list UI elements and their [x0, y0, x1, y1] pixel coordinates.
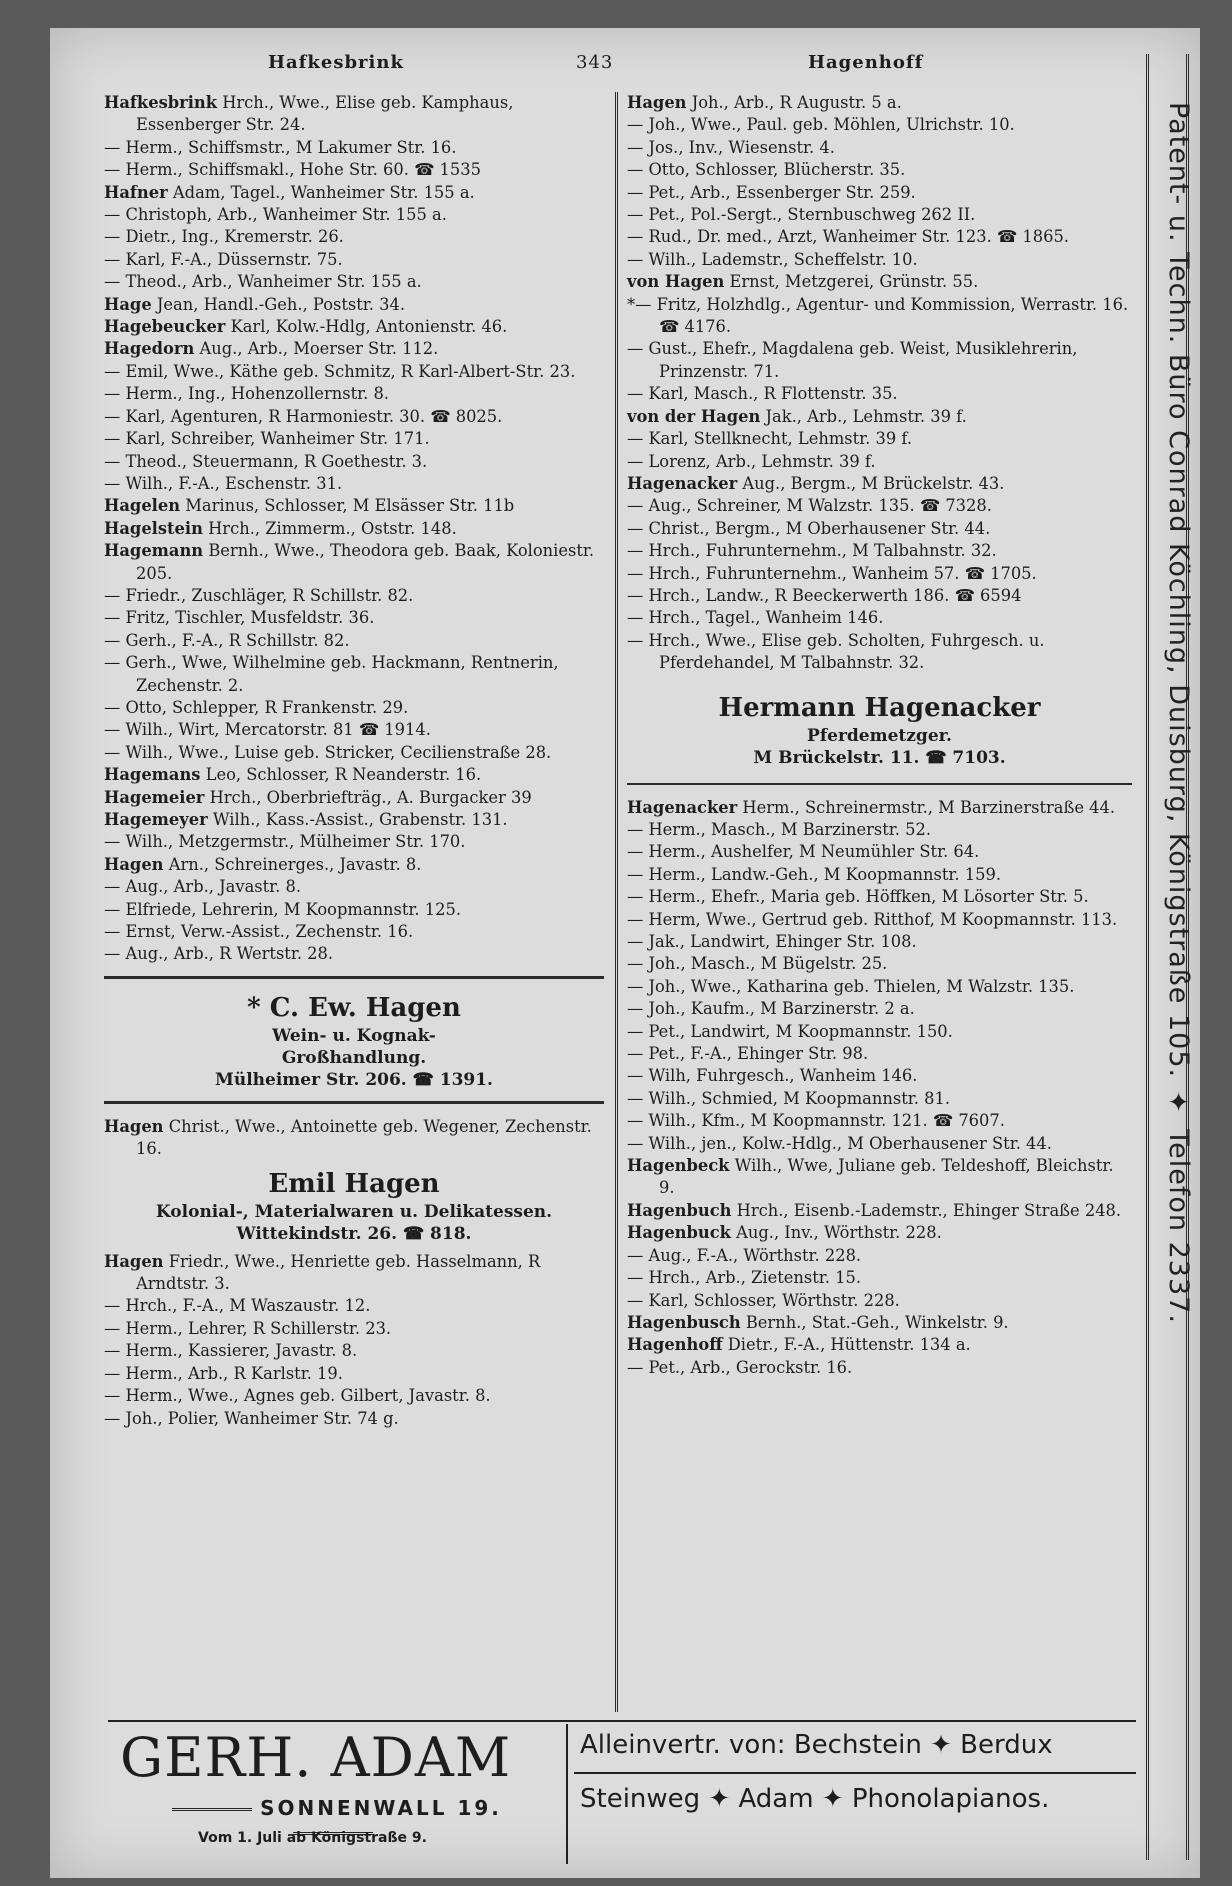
- directory-entry: [104, 921, 604, 943]
- directory-entry: [104, 451, 604, 473]
- entry-text: Jean, Handl.-Geh., Poststr. 34.: [151, 294, 406, 314]
- directory-entry: [104, 137, 604, 159]
- entry-text: — Gust., Ehefr., Magdalena geb. Weist, Musiklehrerin, Prinzenstr. 71.: [627, 339, 1078, 381]
- entry-text: — Karl, F.-A., Düssernstr. 75.: [104, 249, 343, 269]
- entry-text: — Hrch., Fuhrunternehm., Wanheim 57. ☎ 1705.: [627, 563, 1037, 583]
- entry-text: — Hrch., Fuhrunternehm., M Talbahnstr. 32.: [627, 541, 997, 561]
- right-entries-b: [627, 797, 1132, 1380]
- entry-text: Hrch., Eisenb.-Lademstr., Ehinger Straße 248.: [731, 1200, 1122, 1220]
- entry-text: Joh., Arb., R Augustr. 5 a.: [686, 93, 902, 112]
- entry-text: Friedr., Wwe., Henriette geb. Hasselmann, R Arndtstr. 3.: [136, 1251, 541, 1294]
- footer-divider: [566, 1724, 568, 1864]
- advert-line: Wein- u. Kognak-: [272, 1025, 436, 1046]
- footer-line-1: Alleinvertr. von: Bechstein ✦ Berdux: [580, 1730, 1053, 1760]
- entry-surname: von Hagen: [627, 272, 725, 292]
- directory-entry: [627, 1245, 1132, 1267]
- directory-entry: [104, 809, 604, 831]
- advert-title: * C. Ew. Hagen: [247, 992, 461, 1023]
- entry-text: — Hrch., F.-A., M Waszaustr. 12.: [104, 1296, 371, 1316]
- entry-text: — Otto, Schlosser, Blücherstr. 35.: [627, 160, 906, 180]
- entry-text: Hrch., Wwe., Elise geb. Kamphaus, Essenberger Str. 24.: [136, 93, 514, 135]
- entry-text: — Wilh., Lademstr., Scheffelstr. 10.: [627, 249, 918, 269]
- directory-entry: [104, 1340, 604, 1362]
- entry-surname: Hagen: [104, 854, 164, 874]
- entry-text: — Gerh., Wwe, Wilhelmine geb. Hackmann, Rentnerin, Zechenstr. 2.: [104, 653, 559, 695]
- directory-entry: [104, 742, 604, 764]
- entry-text: — Hrch., Arb., Zietenstr. 15.: [627, 1268, 862, 1288]
- entry-text: — Wilh., Wwe., Luise geb. Stricker, Cecilienstraße 28.: [104, 742, 552, 762]
- entry-surname: Hagemeyer: [104, 810, 208, 829]
- directory-entry: [627, 137, 1132, 159]
- entry-text: Marinus, Schlosser, M Elsässer Str. 11b: [180, 496, 515, 516]
- footer-address: SONNENWALL 19.: [118, 1796, 548, 1844]
- directory-entry: [104, 697, 604, 719]
- entry-surname: Hagelstein: [104, 518, 203, 538]
- directory-entry: [627, 451, 1132, 473]
- entry-text: Dietr., F.-A., Hüttenstr. 134 a.: [722, 1335, 971, 1355]
- directory-entry: [627, 159, 1132, 181]
- entry-text: — Rud., Dr. med., Arzt, Wanheimer Str. 123. ☎ 1865.: [627, 227, 1069, 247]
- directory-entry: [627, 114, 1132, 136]
- entry-text: — Ernst, Verw.-Assist., Zechenstr. 16.: [104, 922, 414, 942]
- entry-text: — Pet., Arb., Essenberger Str. 259.: [627, 182, 916, 202]
- directory-entry: [627, 1110, 1132, 1132]
- advert-hermann-hagenacker: [627, 691, 1132, 769]
- directory-entry: [104, 719, 604, 741]
- directory-entry: [627, 1267, 1132, 1289]
- entry-text: — Lorenz, Arb., Lehmstr. 39 f.: [627, 451, 876, 471]
- advert-title: Hermann Hagenacker: [718, 692, 1041, 723]
- directory-entry: [627, 92, 1132, 114]
- advert-c-ew-hagen: [104, 991, 604, 1091]
- entry-text: — Jak., Landwirt, Ehinger Str. 108.: [627, 932, 917, 951]
- entry-text: — Aug., F.-A., Wörthstr. 228.: [627, 1245, 862, 1265]
- entry-text: — Pet., F.-A., Ehinger Str. 98.: [627, 1044, 869, 1064]
- directory-entry: [104, 473, 604, 495]
- entry-text: — Fritz, Tischler, Musfeldstr. 36.: [104, 608, 375, 628]
- directory-entry: [627, 841, 1132, 863]
- directory-entry: [627, 271, 1132, 293]
- entry-text: — Theod., Steuermann, R Goethestr. 3.: [104, 451, 428, 471]
- directory-entry: [627, 182, 1132, 204]
- directory-entry: [627, 976, 1132, 998]
- directory-entry: [627, 204, 1132, 226]
- entry-surname: Hagemann: [104, 541, 204, 561]
- column-divider: [615, 92, 618, 1712]
- entry-surname: Hagebeucker: [104, 317, 226, 337]
- entry-text: Hrch., Oberbriefträg., A. Burgacker 39: [204, 787, 532, 807]
- entry-text: Bernh., Wwe., Theodora geb. Baak, Koloniestr. 205.: [136, 541, 595, 583]
- entry-text: — Herm., Arb., R Karlstr. 19.: [104, 1363, 343, 1383]
- entry-text: — Joh., Masch., M Bügelstr. 25.: [627, 954, 888, 974]
- entry-text: — Otto, Schlepper, R Frankenstr. 29.: [104, 697, 409, 717]
- entry-surname: Hage: [104, 294, 152, 314]
- entry-text: — Herm., Masch., M Barzinerstr. 52.: [627, 819, 932, 839]
- directory-entry: [104, 1363, 604, 1385]
- entry-text: — Pet., Landwirt, M Koopmannstr. 150.: [627, 1021, 953, 1041]
- directory-entry: [627, 931, 1132, 953]
- footer-top-rule: [108, 1720, 1136, 1722]
- directory-entry: [627, 953, 1132, 975]
- entry-text: — Herm., Wwe., Agnes geb. Gilbert, Javastr. 8.: [104, 1386, 491, 1406]
- entry-text: Leo, Schlosser, R Neanderstr. 16.: [200, 765, 482, 785]
- directory-entry: [104, 182, 604, 204]
- entry-surname: Hagen: [627, 93, 687, 112]
- entry-surname: Hagenbusch: [627, 1312, 741, 1332]
- directory-entry: [104, 495, 604, 517]
- entry-text: Bernh., Stat.-Geh., Winkelstr. 9.: [740, 1312, 1009, 1332]
- entry-text: — Theod., Arb., Wanheimer Str. 155 a.: [104, 272, 422, 292]
- advert-line: M Brückelstr. 11. ☎ 7103.: [753, 747, 1006, 768]
- left-column: [104, 92, 604, 1430]
- entry-text: — Hrch., Wwe., Elise geb. Scholten, Fuhrgesch. u. Pferdehandel, M Talbahnstr. 32.: [627, 630, 1045, 673]
- entry-surname: Hagenbuch: [627, 1200, 732, 1220]
- side-advert-banner: Patent- u. Techn. Büro Conrad Köchling, Duisburg, Königstraße 105. ✦ Telefon 2337.: [1163, 102, 1194, 1324]
- entry-surname: Hagenhoff: [627, 1335, 723, 1355]
- advert-title: Emil Hagen: [268, 1168, 440, 1199]
- directory-entry: [104, 92, 604, 137]
- directory-entry: [627, 563, 1132, 585]
- side-rule-left: [1146, 54, 1149, 1860]
- entry-surname: Hagelen: [104, 496, 181, 516]
- directory-entry: [627, 495, 1132, 517]
- directory-entry: [627, 383, 1132, 405]
- entry-text: — Wilh, Fuhrgesch., Wanheim 146.: [627, 1066, 918, 1086]
- entry-text: — Gerh., F.-A., R Schillstr. 82.: [104, 630, 350, 650]
- entry-text: — Pet., Pol.-Sergt., Sternbuschweg 262 II.: [627, 205, 976, 225]
- entry-text: — Karl, Agenturen, R Harmoniestr. 30. ☎ 8025.: [104, 406, 503, 426]
- directory-entry: [104, 1385, 604, 1407]
- directory-entry: [104, 899, 604, 921]
- directory-entry: [627, 1065, 1132, 1087]
- entry-text: — Joh., Kaufm., M Barzinerstr. 2 a.: [627, 999, 915, 1019]
- directory-entry: [104, 383, 604, 405]
- directory-entry: [104, 428, 604, 450]
- directory-entry: [104, 764, 604, 786]
- entry-text: Aug., Arb., Moerser Str. 112.: [194, 339, 439, 359]
- entry-text: — Friedr., Zuschläger, R Schillstr. 82.: [104, 585, 414, 605]
- entry-surname: Hafkesbrink: [104, 93, 218, 112]
- advert-line: Mülheimer Str. 206. ☎ 1391.: [215, 1069, 493, 1090]
- entry-text: — Wilh., F.-A., Eschenstr. 31.: [104, 473, 343, 493]
- directory-entry: [104, 1251, 604, 1296]
- right-column: [627, 92, 1132, 1379]
- entry-text: — Wilh., Metzgermstr., Mülheimer Str. 170.: [104, 832, 466, 852]
- entry-text: Aug., Inv., Wörthstr. 228.: [730, 1223, 942, 1243]
- directory-entry: [104, 854, 604, 876]
- left-entries-a: [104, 92, 604, 966]
- directory-entry: [627, 518, 1132, 540]
- entry-text: — Herm., Lehrer, R Schillerstr. 23.: [104, 1318, 392, 1338]
- entry-text: Ernst, Metzgerei, Grünstr. 55.: [724, 272, 979, 292]
- header-left-keyword: Hafkesbrink: [268, 52, 404, 73]
- entry-text: — Herm., Aushelfer, M Neumühler Str. 64.: [627, 842, 980, 862]
- directory-entry: [104, 294, 604, 316]
- directory-entry: [627, 909, 1132, 931]
- directory-entry: [627, 797, 1132, 819]
- directory-entry: [104, 271, 604, 293]
- entry-text: — Elfriede, Lehrerin, M Koopmannstr. 125.: [104, 899, 461, 919]
- left-entries-c: [104, 1251, 604, 1430]
- entry-text: Hrch., Zimmerm., Oststr. 148.: [202, 518, 457, 538]
- entry-surname: Hagemeier: [104, 787, 205, 807]
- entry-text: — Joh., Polier, Wanheimer Str. 74 g.: [104, 1408, 399, 1428]
- entry-text: — Pet., Arb., Gerockstr. 16.: [627, 1357, 853, 1377]
- directory-entry: [627, 1290, 1132, 1312]
- directory-entry: [627, 1222, 1132, 1244]
- ad-separator-top: [104, 976, 604, 979]
- directory-entry: [104, 249, 604, 271]
- directory-entry: [104, 316, 604, 338]
- entry-text: — Wilh., Kfm., M Koopmannstr. 121. ☎ 7607.: [627, 1111, 1005, 1131]
- entry-text: — Aug., Arb., Javastr. 8.: [104, 877, 302, 897]
- directory-entry: [627, 819, 1132, 841]
- entry-surname: Hagenacker: [627, 797, 738, 817]
- directory-entry: [627, 428, 1132, 450]
- directory-entry: [104, 159, 604, 181]
- entry-text: — Herm, Wwe., Gertrud geb. Ritthof, M Koopmannstr. 113.: [627, 909, 1118, 929]
- entry-text: — Christoph, Arb., Wanheimer Str. 155 a.: [104, 205, 447, 225]
- directory-entry: [627, 1133, 1132, 1155]
- ad-separator: [627, 783, 1132, 785]
- entry-text: — Joh., Wwe., Katharina geb. Thielen, M Walzstr. 135.: [627, 976, 1075, 996]
- directory-entry: [104, 406, 604, 428]
- directory-entry: [627, 1155, 1132, 1200]
- entry-text: Herm., Schreinermstr., M Barzinerstraße 44.: [737, 797, 1116, 817]
- directory-entry: [104, 876, 604, 898]
- directory-entry: [104, 585, 604, 607]
- entry-text: — Aug., Arb., R Wertstr. 28.: [104, 944, 334, 964]
- ad-separator-bottom: [104, 1101, 604, 1104]
- header-right-keyword: Hagenhoff: [808, 52, 924, 73]
- directory-entry: [104, 831, 604, 853]
- directory-entry: [627, 864, 1132, 886]
- directory-entry: [627, 630, 1132, 675]
- entry-text: — Karl, Schreiber, Wanheimer Str. 171.: [104, 429, 430, 449]
- advert-emil-hagen: [104, 1167, 604, 1245]
- entry-text: — Wilh., Schmied, M Koopmannstr. 81.: [627, 1088, 950, 1108]
- footer-company-name: GERH. ADAM: [120, 1726, 512, 1789]
- directory-entry: [104, 1116, 604, 1161]
- entry-text: Wilh., Kass.-Assist., Grabenstr. 131.: [207, 810, 508, 829]
- entry-text: — Christ., Bergm., M Oberhausener Str. 44.: [627, 518, 991, 538]
- directory-entry: [104, 540, 604, 585]
- entry-text: — Jos., Inv., Wiesenstr. 4.: [627, 137, 835, 157]
- directory-entry: [627, 1088, 1132, 1110]
- page-number: 343: [576, 52, 614, 73]
- directory-entry: [104, 1318, 604, 1340]
- entry-surname: Hagemans: [104, 765, 201, 785]
- entry-text: — Wilh., jen., Kolw.-Hdlg., M Oberhausener Str. 44.: [627, 1133, 1052, 1153]
- entry-surname: Hagen: [104, 1116, 164, 1136]
- advert-line: Großhandlung.: [281, 1047, 427, 1068]
- entry-text: — Emil, Wwe., Käthe geb. Schmitz, R Karl-Albert-Str. 23.: [104, 361, 576, 381]
- entry-text: — Herm., Ehefr., Maria geb. Höffken, M Lösorter Str. 5.: [627, 887, 1089, 907]
- advert-line: Pferdemetzger.: [807, 725, 952, 746]
- directory-entry: [104, 943, 604, 965]
- entry-text: Karl, Kolw.-Hdlg, Antonienstr. 46.: [225, 317, 508, 337]
- entry-surname: Hagedorn: [104, 339, 195, 359]
- entry-text: — Hrch., Landw., R Beeckerwerth 186. ☎ 6594: [627, 585, 1022, 605]
- entry-text: — Hrch., Tagel., Wanheim 146.: [627, 608, 884, 628]
- footer-line-2: Steinweg ✦ Adam ✦ Phonolapianos.: [580, 1784, 1050, 1814]
- entry-text: — Dietr., Ing., Kremerstr. 26.: [104, 227, 344, 247]
- directory-entry: [104, 1408, 604, 1430]
- directory-entry: [627, 473, 1132, 495]
- entry-text: — Karl, Stellknecht, Lehmstr. 39 f.: [627, 429, 913, 449]
- entry-text: Christ., Wwe., Antoinette geb. Wegener, Zechenstr. 16.: [136, 1116, 592, 1159]
- directory-entry: [104, 607, 604, 629]
- entry-surname: Hafner: [104, 182, 168, 202]
- directory-entry: [104, 518, 604, 540]
- directory-entry: [627, 998, 1132, 1020]
- directory-entry: [104, 361, 604, 383]
- directory-entry: [627, 585, 1132, 607]
- advert-line: Wittekindstr. 26. ☎ 818.: [236, 1223, 472, 1244]
- directory-entry: [627, 338, 1132, 383]
- entry-surname: Hagenacker: [627, 473, 738, 493]
- entry-text: — Herm., Schiffsmstr., M Lakumer Str. 16.: [104, 137, 457, 157]
- entry-text: — Joh., Wwe., Paul. geb. Möhlen, Ulrichstr. 10.: [627, 115, 1015, 135]
- directory-entry: [104, 630, 604, 652]
- directory-entry: [627, 249, 1132, 271]
- advert-line: Kolonial-, Materialwaren u. Delikatessen.: [155, 1201, 553, 1222]
- directory-entry: [104, 787, 604, 809]
- entry-text: — Herm., Landw.-Geh., M Koopmannstr. 159.: [627, 864, 1002, 884]
- directory-entry: [627, 1043, 1132, 1065]
- directory-entry: [627, 226, 1132, 248]
- directory-entry: [104, 226, 604, 248]
- directory-entry: [627, 607, 1132, 629]
- directory-entry: [627, 406, 1132, 428]
- directory-entry: [104, 1295, 604, 1317]
- entry-text: *— Fritz, Holzhdlg., Agentur- und Kommission, Werrastr. 16. ☎ 4176.: [627, 294, 1129, 337]
- entry-text: Wilh., Wwe, Juliane geb. Teldeshoff, Bleichstr. 9.: [659, 1156, 1114, 1198]
- directory-entry: [627, 294, 1132, 339]
- right-entries-a: [627, 92, 1132, 675]
- directory-entry: [627, 1334, 1132, 1356]
- directory-entry: [627, 1357, 1132, 1379]
- footer-right-rule: [574, 1772, 1136, 1774]
- directory-entry: [104, 204, 604, 226]
- entry-text: — Wilh., Wirt, Mercatorstr. 81 ☎ 1914.: [104, 720, 431, 740]
- entry-surname: Hagenbeck: [627, 1156, 730, 1176]
- directory-entry: [627, 1312, 1132, 1334]
- footer-moving-note: Vom 1. Juli ab Königstraße 9.: [198, 1830, 427, 1846]
- directory-entry: [627, 1021, 1132, 1043]
- directory-entry: [104, 338, 604, 360]
- entry-text: Adam, Tagel., Wanheimer Str. 155 a.: [167, 182, 475, 202]
- left-entries-b: [104, 1116, 604, 1161]
- entry-text: Arn., Schreinerges., Javastr. 8.: [163, 854, 422, 874]
- entry-text: — Aug., Schreiner, M Walzstr. 135. ☎ 7328.: [627, 496, 992, 516]
- entry-text: — Herm., Kassierer, Javastr. 8.: [104, 1341, 358, 1361]
- entry-text: Aug., Bergm., M Brückelstr. 43.: [737, 473, 1005, 493]
- directory-entry: [627, 540, 1132, 562]
- entry-text: — Karl, Masch., R Flottenstr. 35.: [627, 384, 898, 404]
- entry-surname: von der Hagen: [627, 406, 761, 426]
- entry-surname: Hagenbuck: [627, 1223, 731, 1243]
- directory-entry: [627, 1200, 1132, 1222]
- entry-surname: Hagen: [104, 1251, 164, 1271]
- entry-text: — Herm., Schiffsmakl., Hohe Str. 60. ☎ 1535: [104, 160, 481, 180]
- entry-text: — Karl, Schlosser, Wörthstr. 228.: [627, 1290, 900, 1310]
- entry-text: — Herm., Ing., Hohenzollernstr. 8.: [104, 384, 389, 404]
- entry-text: Jak., Arb., Lehmstr. 39 f.: [760, 406, 967, 426]
- directory-entry: [627, 886, 1132, 908]
- directory-entry: [104, 652, 604, 697]
